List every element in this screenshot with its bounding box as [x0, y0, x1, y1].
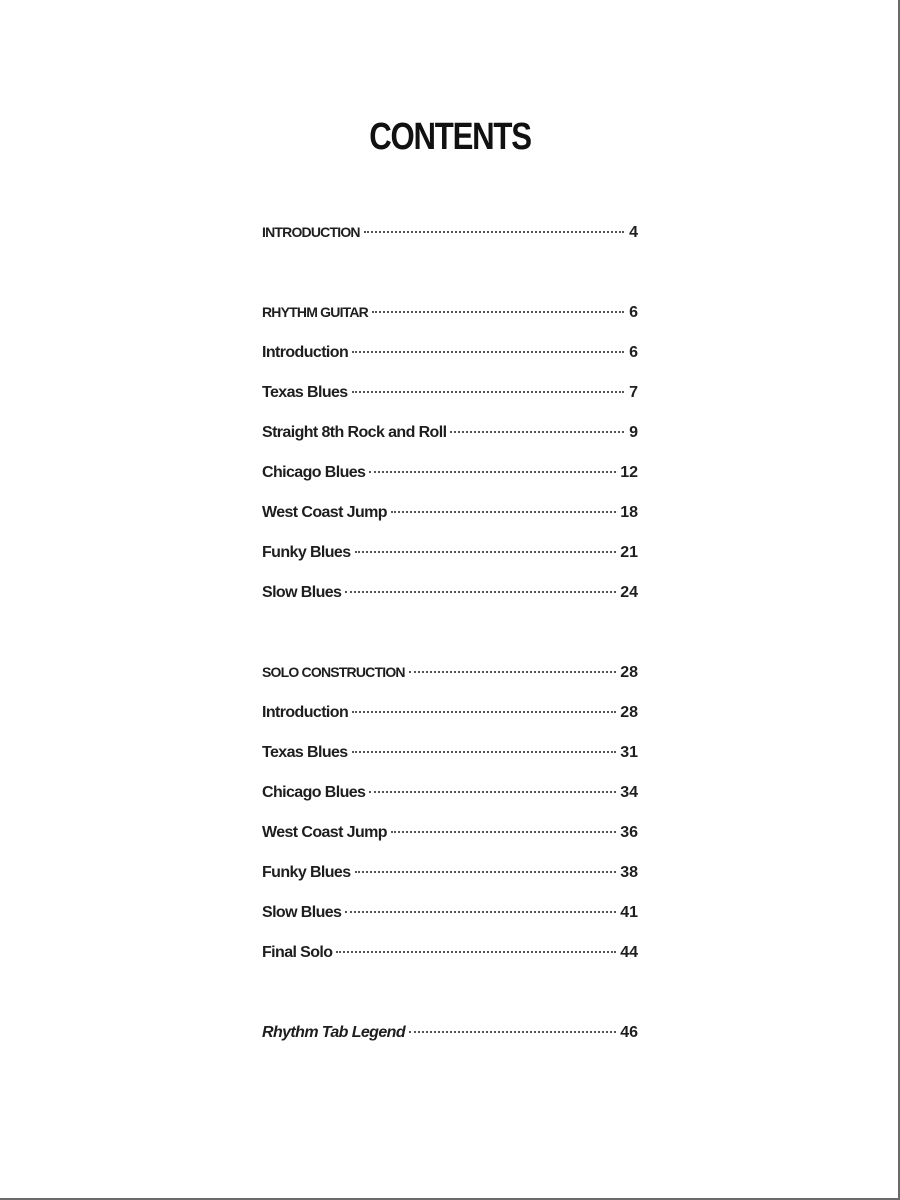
- dot-leader: [372, 311, 624, 313]
- dot-leader: [345, 911, 616, 913]
- toc-entry-page: 38: [620, 864, 638, 881]
- toc-entry-introduction: [262, 224, 638, 248]
- toc-entry-page: 9: [629, 424, 638, 441]
- toc-entry-label: Texas Blues: [262, 744, 348, 761]
- dot-leader: [364, 231, 624, 233]
- toc-entry-solo-slow-blues: [262, 904, 638, 928]
- toc-entry-page: 41: [620, 904, 638, 921]
- toc-entry-label: Slow Blues: [262, 584, 342, 601]
- toc-entry-label: INTRODUCTION: [262, 224, 360, 240]
- toc-entry-page: 44: [620, 944, 638, 961]
- toc-entry-solo-construction: [262, 664, 638, 688]
- dot-leader: [450, 431, 624, 433]
- toc-entry-label: West Coast Jump: [262, 824, 387, 841]
- toc-entry-label: SOLO CONSTRUCTION: [262, 664, 405, 680]
- toc-entry-label: Introduction: [262, 704, 349, 721]
- toc-entry-label: Chicago Blues: [262, 784, 366, 801]
- toc-entry-label: Straight 8th Rock and Roll: [262, 424, 447, 441]
- toc-entry-page: 36: [620, 824, 638, 841]
- toc-entry-rhythm-funky-blues: [262, 544, 638, 568]
- toc-entry-solo-west-coast-jump: [262, 824, 638, 848]
- toc-entry-rhythm-texas-blues: [262, 384, 638, 408]
- toc-entry-rhythm-straight-8th: [262, 424, 638, 448]
- dot-leader: [391, 831, 616, 833]
- toc-entry-solo-introduction: [262, 704, 638, 728]
- toc-entry-page: 28: [620, 704, 638, 721]
- toc-entry-page: 24: [620, 584, 638, 601]
- toc-entry-solo-texas-blues: [262, 744, 638, 768]
- dot-leader: [391, 511, 616, 513]
- toc-entry-page: 6: [629, 304, 638, 321]
- dot-leader: [355, 551, 617, 553]
- page-title: CONTENTS: [369, 116, 531, 158]
- toc-entry-label: Funky Blues: [262, 544, 351, 561]
- toc-entry-rhythm-tab-legend: [262, 1024, 638, 1048]
- toc-entry-page: 7: [629, 384, 638, 401]
- toc-entry-page: 28: [620, 664, 638, 681]
- dot-leader: [409, 1031, 616, 1033]
- toc-entry-rhythm-chicago-blues: [262, 464, 638, 488]
- toc-entry-label: Introduction: [262, 344, 349, 361]
- dot-leader: [345, 591, 616, 593]
- toc-entry-rhythm-west-coast-jump: [262, 504, 638, 528]
- toc-entry-page: 31: [620, 744, 638, 761]
- toc-entry-rhythm-introduction: [262, 344, 638, 368]
- toc-entry-label: Final Solo: [262, 944, 333, 961]
- dot-leader: [355, 871, 617, 873]
- toc-entry-page: 12: [620, 464, 638, 481]
- toc-entry-label: RHYTHM GUITAR: [262, 304, 368, 320]
- toc-entry-page: 6: [629, 344, 638, 361]
- toc-entry-page: 4: [629, 224, 638, 241]
- toc-entry-solo-funky-blues: [262, 864, 638, 888]
- toc-entry-label: Funky Blues: [262, 864, 351, 881]
- toc-entry-final-solo: [262, 944, 638, 968]
- dot-leader: [352, 751, 617, 753]
- toc-entry-page: 34: [620, 784, 638, 801]
- toc-entry-label: West Coast Jump: [262, 504, 387, 521]
- dot-leader: [409, 671, 616, 673]
- toc-entry-rhythm-guitar: [262, 304, 638, 328]
- toc-entry-page: 46: [620, 1024, 638, 1041]
- dot-leader: [352, 351, 624, 353]
- toc-entry-label: Chicago Blues: [262, 464, 366, 481]
- dot-leader: [352, 711, 616, 713]
- toc-entry-rhythm-slow-blues: [262, 584, 638, 608]
- toc-entry-page: 21: [620, 544, 638, 561]
- toc-entry-label: Rhythm Tab Legend: [262, 1024, 405, 1041]
- toc-entry-label: Slow Blues: [262, 904, 342, 921]
- toc-entry-page: 18: [620, 504, 638, 521]
- toc-entry-label: Texas Blues: [262, 384, 348, 401]
- dot-leader: [336, 951, 616, 953]
- dot-leader: [369, 791, 616, 793]
- dot-leader: [369, 471, 616, 473]
- toc-entry-solo-chicago-blues: [262, 784, 638, 808]
- dot-leader: [352, 391, 624, 393]
